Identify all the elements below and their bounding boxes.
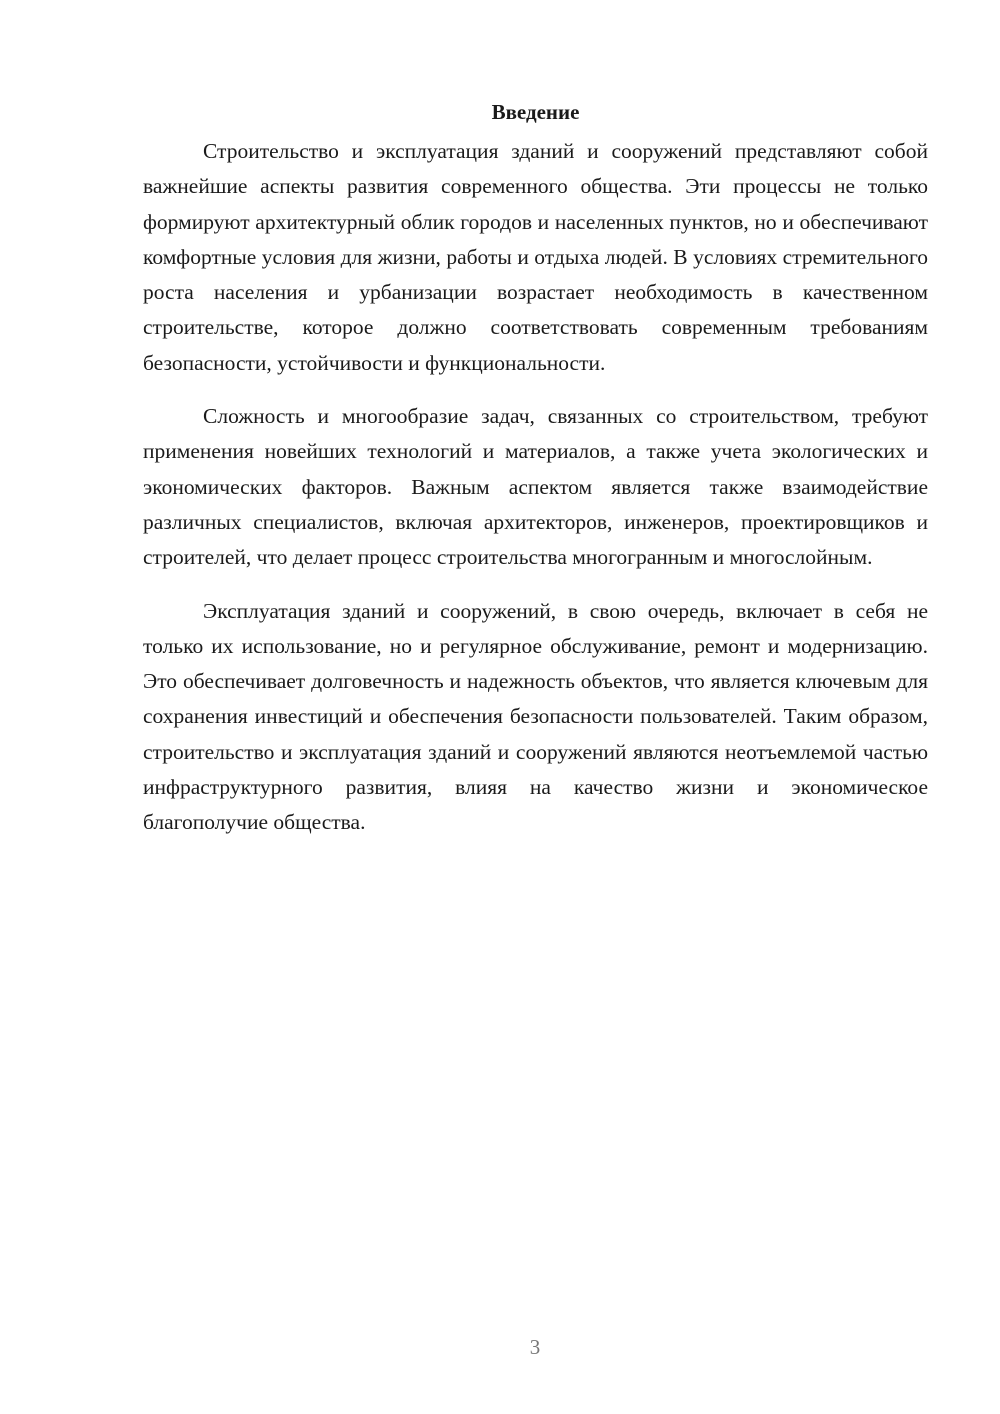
section-heading: Введение xyxy=(491,100,580,124)
document-body xyxy=(143,98,928,859)
page-number: 3 xyxy=(529,1335,541,1359)
paragraph-2: Сложность и многообразие задач, связанных со строительством, требуют применения новейших технологий и материалов, а также учета экологических и экономических факторов. Важным аспектом является также взаимодействие различных специалистов, включая архитекторов, инженеров, проектировщиков и строителей, что делает процесс строительства многогранным и многослойным. xyxy=(143,404,928,570)
paragraph-3: Эксплуатация зданий и сооружений, в свою очередь, включает в себя не только их использование, но и регулярное обслуживание, ремонт и модернизацию. Это обеспечивает долговечность и надежность объектов, что является ключевым для сохранения инвестиций и обеспечения безопасности пользователей. Таким образом, строительство и эксплуатация зданий и сооружений являются неотъемлемой частью инфраструктурного развития, влияя на качество жизни и экономическое благополучие общества. xyxy=(143,598,928,835)
paragraph-1: Строительство и эксплуатация зданий и сооружений представляют собой важнейшие аспекты развития современного общества. Эти процессы не только формируют архитектурный облик городов и населенных пунктов, но и обеспечивают комфортные условия для жизни, работы и отдыха людей. В условиях стремительного роста населения и урбанизации возрастает необходимость в качественном строительстве, которое должно соответствовать современным требованиям безопасности, устойчивости и функциональности. xyxy=(143,139,928,375)
